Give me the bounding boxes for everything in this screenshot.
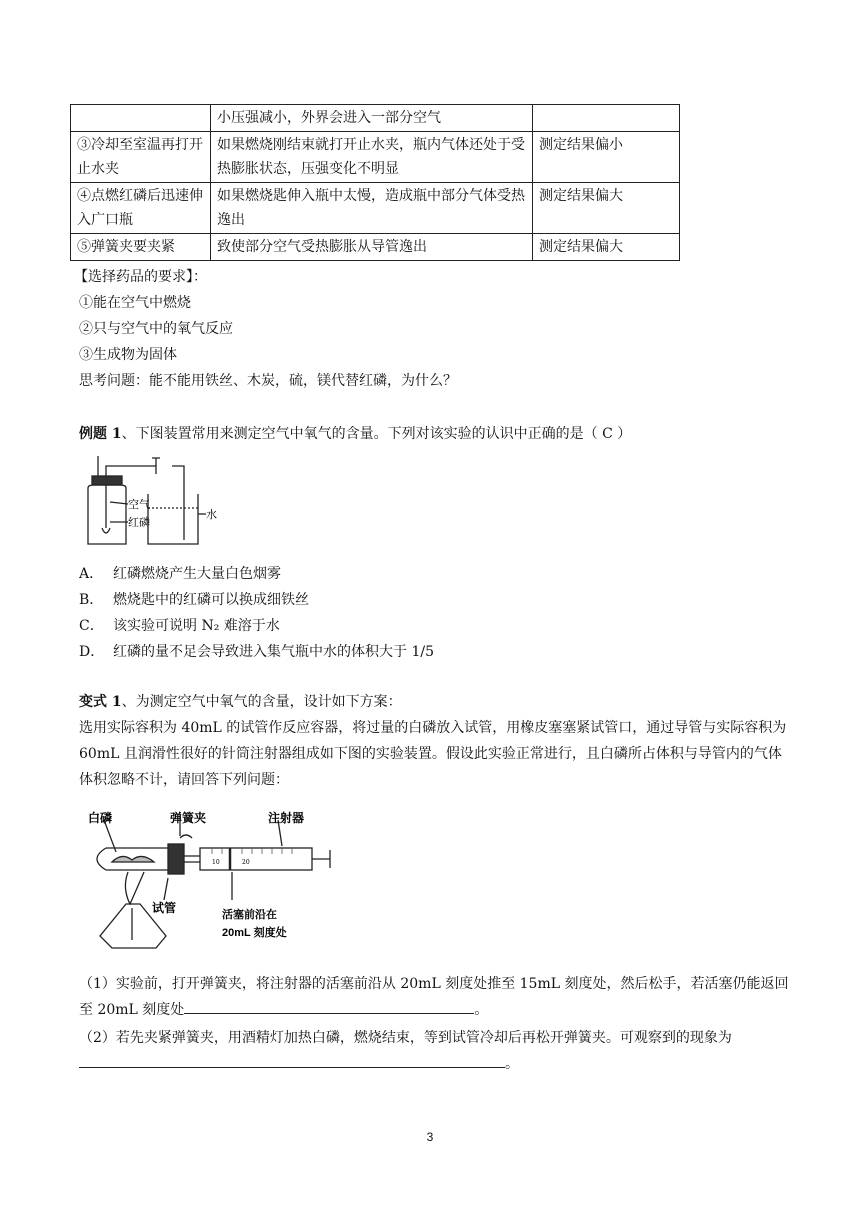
table-cell: 如果燃烧匙伸入瓶中太慢，造成瓶中部分气体受热逸出 xyxy=(211,183,533,234)
error-analysis-table xyxy=(70,104,680,261)
apparatus-figure-2 xyxy=(82,808,352,958)
option-a: A． 红磷燃烧产生大量白色烟雾 xyxy=(79,566,281,582)
thinking-question: 思考问题：能不能用铁丝、木炭，硫，镁代替红磷，为什么？ xyxy=(79,373,457,389)
table-cell xyxy=(533,105,680,132)
label-phosphorus: 红磷 xyxy=(128,516,150,529)
label-spring-clip: 弹簧夹 xyxy=(170,811,207,825)
variant1-stem xyxy=(79,691,402,713)
label-plunger-note-2: 20mL 刻度处 xyxy=(222,927,287,939)
table-cell: ③冷却至室温再打开止水夹 xyxy=(71,132,211,183)
answer-blank[interactable] xyxy=(184,997,474,1014)
table-cell: ⑤弹簧夹要夹紧 xyxy=(71,234,211,261)
table-cell: 如果燃烧刚结束就打开止水夹，瓶内气体还处于受热膨胀状态，压强变化不明显 xyxy=(211,132,533,183)
label-plunger-note-1: 活塞前沿在 xyxy=(222,909,277,921)
option-b: B． 燃烧匙中的红磷可以换成细铁丝 xyxy=(79,592,309,608)
question-2: （2）若先夹紧弹簧夹，用酒精灯加热白磷，燃烧结束，等到试管冷却后再松开弹簧夹。可观察到的现象为 。 xyxy=(79,1030,732,1072)
requirement-item: ②只与空气中的氧气反应 xyxy=(79,321,233,337)
variant1-label: 变式 1 xyxy=(79,694,122,710)
example1-text: 、下图装置常用来测定空气中氧气的含量。下列对该实验的认识中正确的是（ C ） xyxy=(121,426,632,442)
table-row xyxy=(71,132,680,183)
table-row xyxy=(71,234,680,261)
table-cell: 测定结果偏小 xyxy=(533,132,680,183)
table-cell: 测定结果偏大 xyxy=(533,183,680,234)
table-cell: 致使部分空气受热膨胀从导管逸出 xyxy=(211,234,533,261)
scale-10: 10 xyxy=(212,859,220,866)
label-test-tube: 试管 xyxy=(152,901,177,915)
requirement-item: ①能在空气中燃烧 xyxy=(79,295,191,311)
example1-stem xyxy=(79,423,631,445)
page-number: 3 xyxy=(426,1130,434,1144)
answer-blank[interactable] xyxy=(79,1051,505,1068)
table-cell: 测定结果偏大 xyxy=(533,234,680,261)
table-cell: ④点燃红磷后迅速伸入广口瓶 xyxy=(71,183,211,234)
apparatus-figure-1 xyxy=(82,452,222,552)
variant1-intro: 、为测定空气中氧气的含量，设计如下方案： xyxy=(121,694,402,710)
table-row xyxy=(71,183,680,234)
table-cell: 小压强减小，外界会进入一部分空气 xyxy=(211,105,533,132)
question-1: （1）实验前，打开弹簧夹，将注射器的活塞前沿从 20mL 刻度处推至 15mL 刻度处，然后松手，若活塞仍能返回至 20mL 刻度处 。 xyxy=(79,976,789,1018)
label-air: 空气 xyxy=(128,498,150,511)
variant1-body: 选用实际容积为 40mL 的试管作反应容器，将过量的白磷放入试管，用橡皮塞塞紧试管口，通过导管与实际容积为 60mL 且润滑性很好的针筒注射器组成如下图的实验装置。假设此实验正常进行，且白磷所占体积与导管内的气体体积忽略不计，请回答下列问题： xyxy=(79,720,787,788)
example1-label: 例题 1 xyxy=(79,426,122,442)
option-c: C． 该实验可说明 N₂ 难溶于水 xyxy=(79,618,280,634)
label-white-phosphorus: 白磷 xyxy=(88,811,113,825)
table-row xyxy=(71,105,680,132)
requirements-heading: 【选择药品的要求】： xyxy=(74,269,207,285)
requirement-item: ③生成物为固体 xyxy=(79,347,177,363)
option-d: D． 红磷的量不足会导致进入集气瓶中水的体积大于 1/5 xyxy=(79,644,434,660)
table-cell xyxy=(71,105,211,132)
label-water: 水 xyxy=(206,508,217,521)
label-syringe: 注射器 xyxy=(268,811,305,825)
scale-20: 20 xyxy=(242,859,250,866)
